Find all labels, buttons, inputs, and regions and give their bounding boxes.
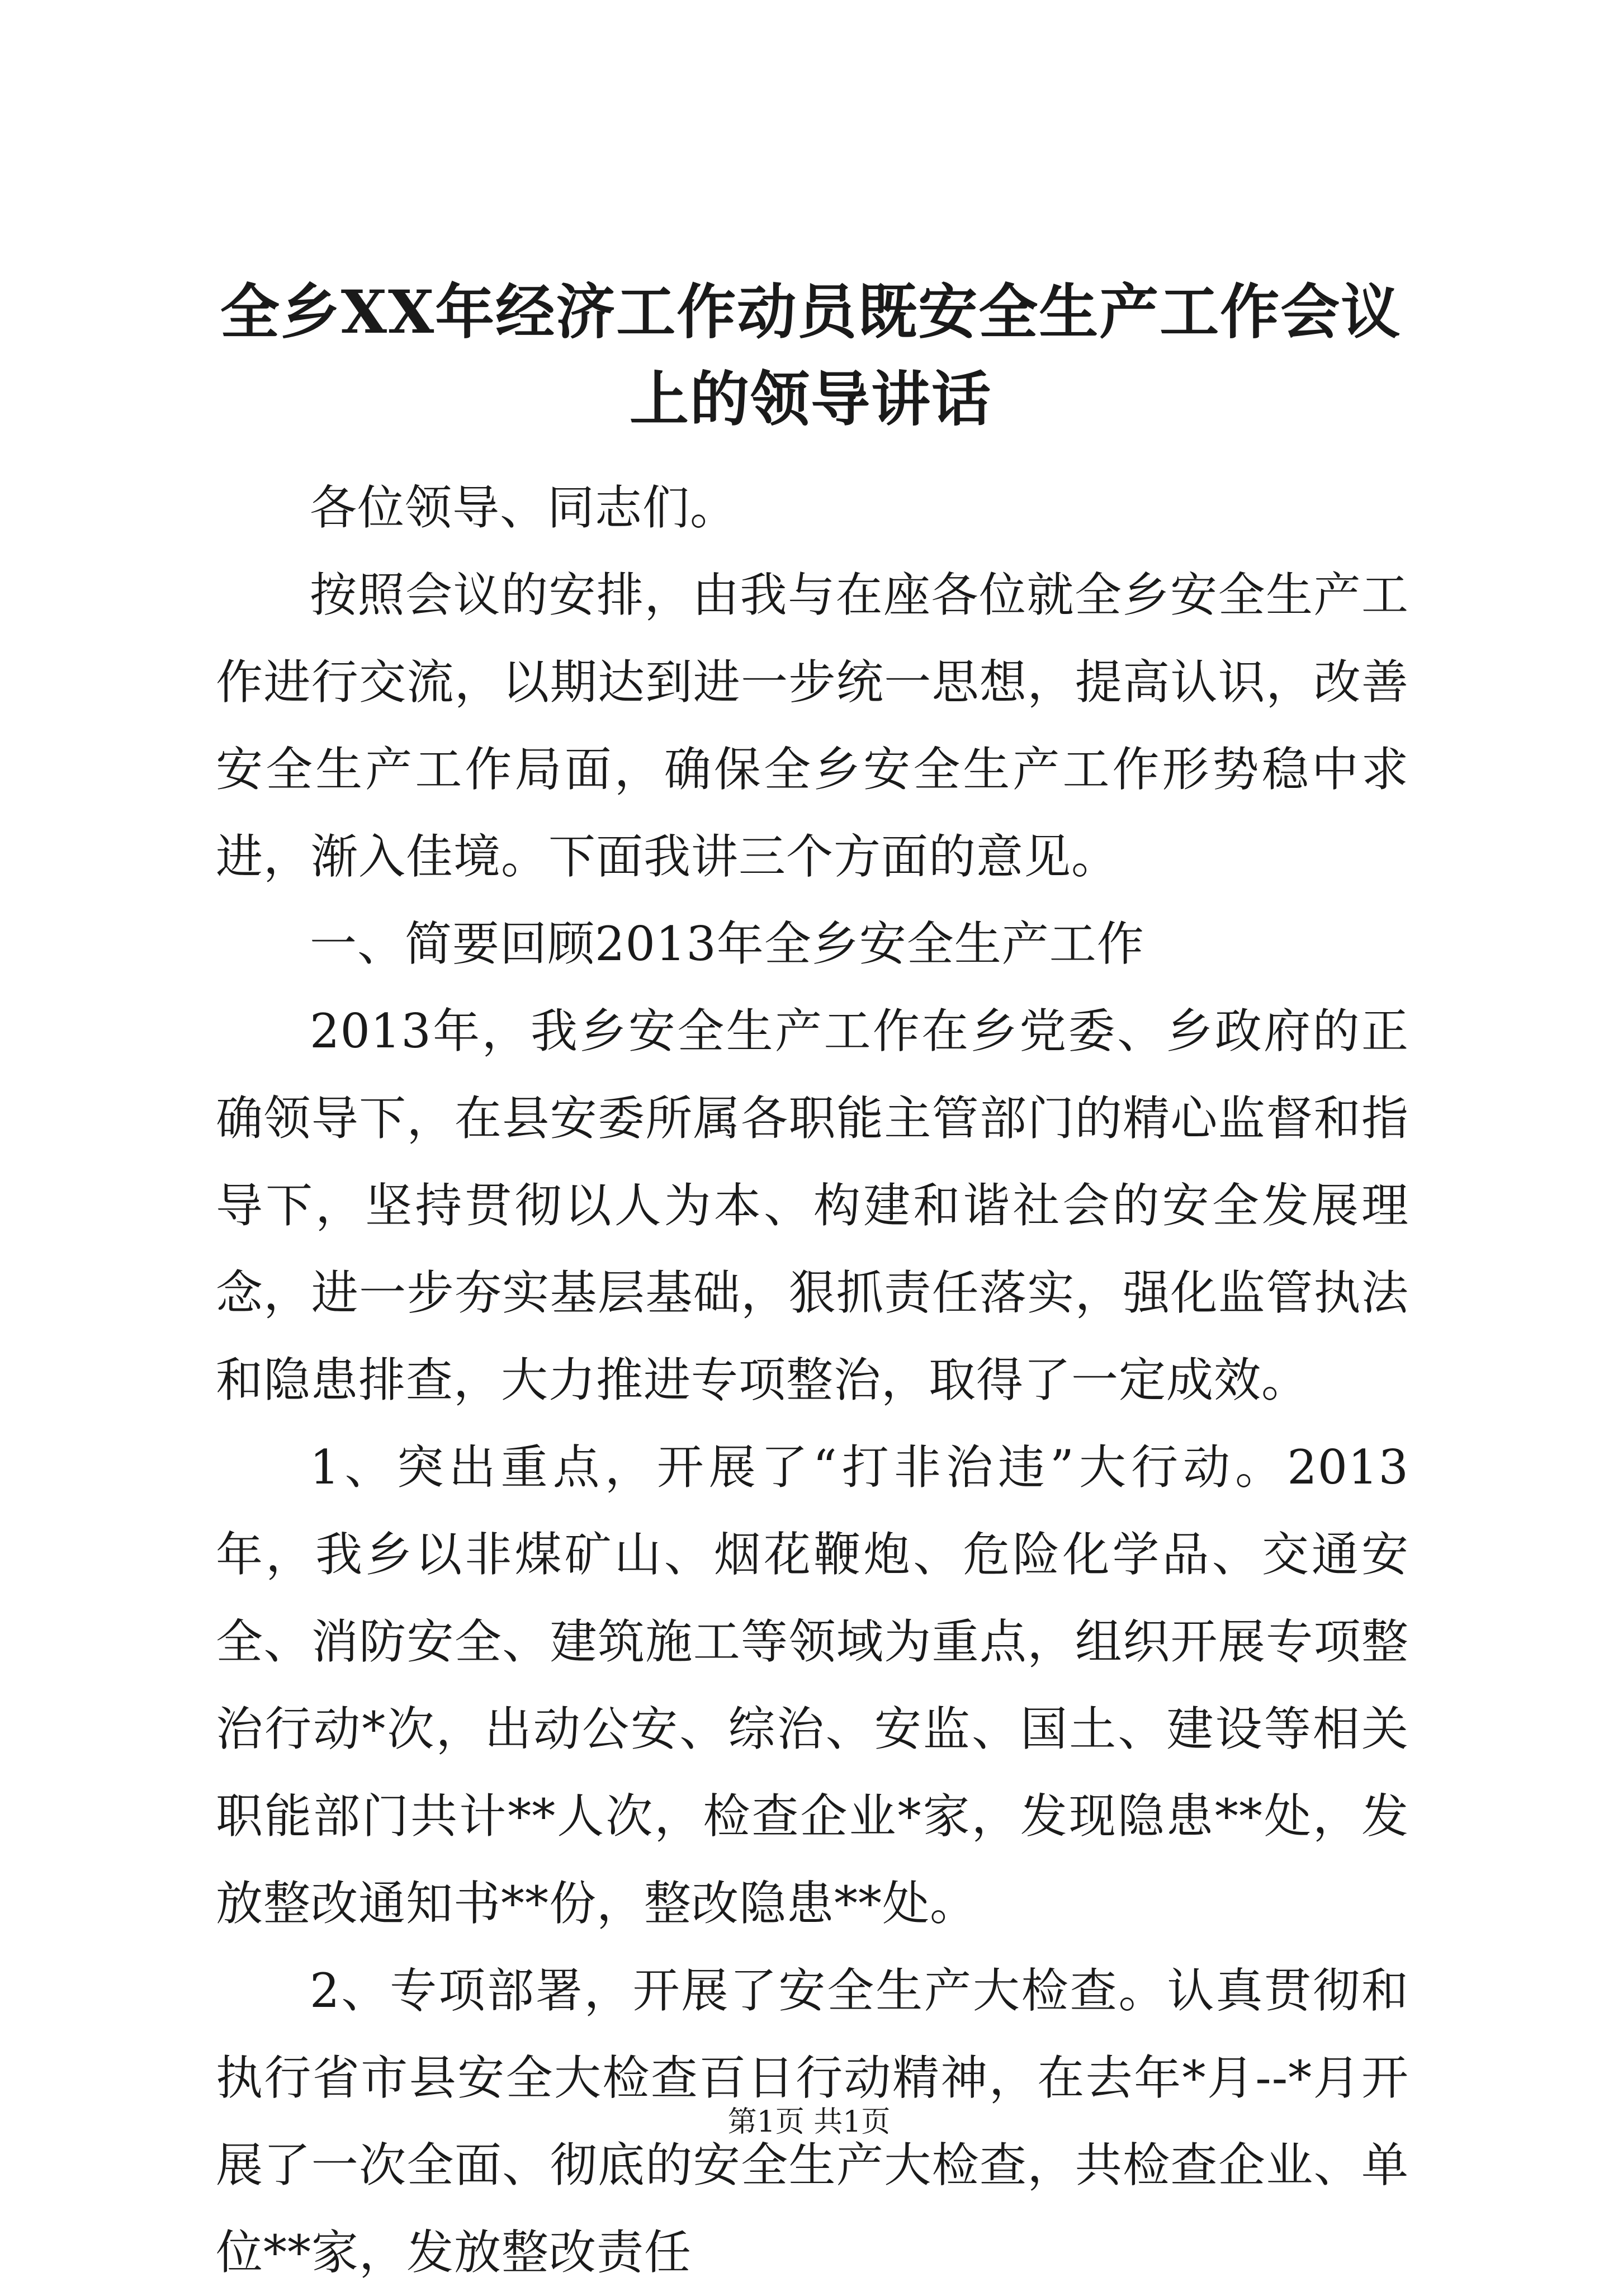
page-footer: 第1页 共1页: [727, 2105, 891, 2139]
paragraph-intro: 按照会议的安排，由我与在座各位就全乡安全生产工作进行交流，以期达到进一步统一思想，提高认识，改善安全生产工作局面，确保全乡安全生产工作形势稳中求进，渐入佳境。下面我讲三个方面的意见。: [216, 568, 1409, 884]
paragraph-point-1: 1、突出重点，开展了“打非治违”大行动。2013年，我乡以非煤矿山、烟花鞭炮、危险化学品、交通安全、消防安全、建筑施工等领域为重点，组织开展专项整治行动*次，出动公安、综治、安监、国土、建设等相关职能部门共计**人次，检查企业*家，发现隐患**处，发放整改通知书**份，整改隐患**处。: [216, 1440, 1409, 1931]
document-body: [216, 464, 1409, 2296]
section-heading-1: 一、简要回顾2013年全乡安全生产工作: [310, 916, 1144, 971]
paragraph-point-2: 2、专项部署，开展了安全生产大检查。认真贯彻和执行省市县安全大检查百日行动精神，在去年*月--*月开展了一次全面、彻底的安全生产大检查，共检查企业、单位**家，发放整改责任: [216, 1963, 1409, 2280]
document-title: 全乡XX年经济工作动员既安全生产工作会议上的领导讲话: [220, 277, 1402, 434]
paragraph-review: 2013年，我乡安全生产工作在乡党委、乡政府的正确领导下，在县安委所属各职能主管部门的精心监督和指导下，坚持贯彻以人为本、构建和谐社会的安全发展理念，进一步夯实基层基础，狠抓责任落实，强化监管执法和隐患排查，大力推进专项整治，取得了一定成效。: [216, 1004, 1409, 1407]
paragraph-greeting: 各位领导、同志们。: [310, 480, 738, 535]
